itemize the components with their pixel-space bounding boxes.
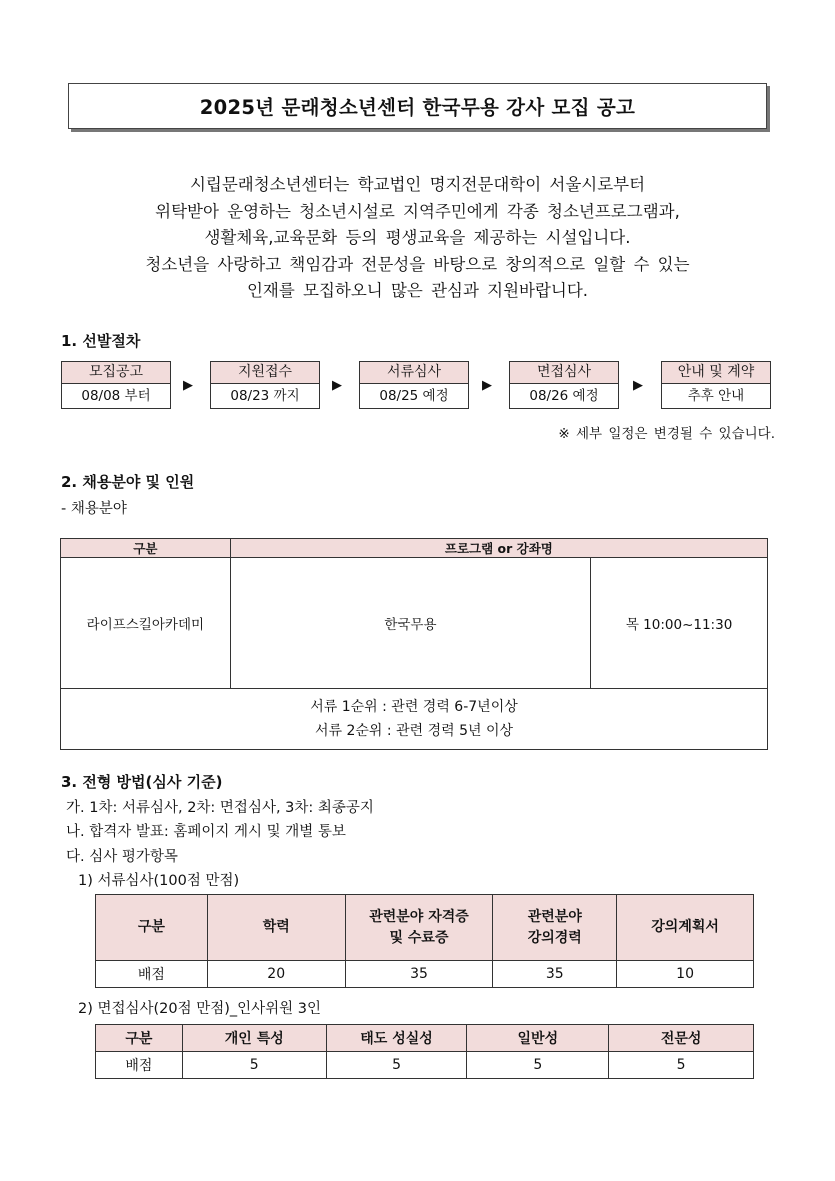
- interview-label: 2) 면접심사(20점 만점)_인사위원 3인: [78, 1001, 322, 1017]
- table-cell: 배점: [96, 1052, 183, 1079]
- section3-heading: 3. 전형 방법(심사 기준): [61, 773, 223, 791]
- recruitment-table: [60, 538, 768, 750]
- interview-table: [95, 1024, 754, 1079]
- table-cell: 35: [493, 961, 617, 988]
- intro-line: 시립문래청소년센터는 학교법인 명지전문대학이 서울시로부터: [189, 175, 646, 194]
- table-cell: 목 10:00~11:30: [591, 558, 768, 689]
- arrow-right-icon: ▶: [332, 378, 342, 393]
- table-header: 구분: [96, 1025, 183, 1052]
- step-date: 08/26 예정: [510, 384, 618, 408]
- table-header: 개인 특성: [182, 1025, 326, 1052]
- table-header: 강의계획서: [617, 895, 754, 961]
- table-header: 학력: [207, 895, 345, 961]
- arrow-right-icon: ▶: [482, 378, 492, 393]
- step-label: 지원접수: [211, 362, 319, 384]
- section2-heading: 2. 채용분야 및 인원: [61, 473, 195, 491]
- doc-review-label: 1) 서류심사(100점 만점): [78, 873, 240, 889]
- table-cell: 라이프스킬아카데미: [61, 558, 231, 689]
- doc-review-table: [95, 894, 754, 988]
- process-step: [359, 361, 469, 409]
- intro-paragraph: [60, 172, 775, 305]
- table-cell: 배점: [96, 961, 208, 988]
- section3-item: 가. 1차: 서류심사, 2차: 면접심사, 3차: 최종공지: [66, 800, 374, 816]
- table-header: 프로그램 or 강좌명: [230, 539, 767, 558]
- table-header: 관련분야 강의경력: [493, 895, 617, 961]
- step-label: 모집공고: [62, 362, 170, 384]
- process-step: [61, 361, 171, 409]
- table-header: 일반성: [467, 1025, 609, 1052]
- arrow-right-icon: ▶: [633, 378, 643, 393]
- intro-line: 생활체육,교육문화 등의 평생교육을 제공하는 시설입니다.: [204, 228, 631, 247]
- table-header: 구분: [96, 895, 208, 961]
- section3-item: 나. 합격자 발표: 홈페이지 게시 및 개별 통보: [66, 824, 346, 840]
- requirements-cell: [61, 689, 768, 750]
- table-cell: 35: [345, 961, 493, 988]
- title-text: 2025년 문래청소년센터 한국무용 강사 모집 공고: [199, 96, 636, 119]
- arrow-right-icon: ▶: [183, 378, 193, 393]
- table-cell: 5: [467, 1052, 609, 1079]
- process-step: [509, 361, 619, 409]
- step-date: 08/25 예정: [360, 384, 468, 408]
- process-step: [210, 361, 320, 409]
- table-cell: 10: [617, 961, 754, 988]
- table-header: 전문성: [609, 1025, 754, 1052]
- step-date: 추후 안내: [662, 384, 770, 408]
- table-header: 구분: [61, 539, 231, 558]
- intro-line: 인재를 모집하오니 많은 관심과 지원바랍니다.: [246, 281, 589, 300]
- table-cell: 20: [207, 961, 345, 988]
- intro-line: 청소년을 사랑하고 책임감과 전문성을 바탕으로 창의적으로 일할 수 있는: [145, 254, 690, 274]
- process-step: [661, 361, 771, 409]
- section1-heading: 1. 선발절차: [61, 332, 141, 350]
- section3-item: 다. 심사 평가항목: [66, 849, 178, 865]
- step-date: 08/23 까지: [211, 384, 319, 408]
- schedule-note: ※ 세부 일정은 변경될 수 있습니다.: [558, 426, 775, 442]
- requirement-line: 서류 2순위 : 관련 경력 5년 이상: [315, 723, 513, 739]
- intro-line: 위탁받아 운영하는 청소년시설로 지역주민에게 각종 청소년프로그램과,: [155, 201, 680, 221]
- section2-sub: - 채용분야: [61, 501, 127, 517]
- table-header: 태도 성실성: [326, 1025, 467, 1052]
- step-label: 면접심사: [510, 362, 618, 384]
- table-cell: 5: [609, 1052, 754, 1079]
- table-cell: 한국무용: [230, 558, 590, 689]
- document-title: [68, 83, 767, 129]
- step-label: 안내 및 계약: [662, 362, 770, 384]
- table-cell: 5: [326, 1052, 467, 1079]
- step-label: 서류심사: [360, 362, 468, 384]
- table-cell: 5: [182, 1052, 326, 1079]
- requirement-line: 서류 1순위 : 관련 경력 6-7년이상: [310, 699, 518, 715]
- table-header: 관련분야 자격증 및 수료증: [345, 895, 493, 961]
- step-date: 08/08 부터: [62, 384, 170, 408]
